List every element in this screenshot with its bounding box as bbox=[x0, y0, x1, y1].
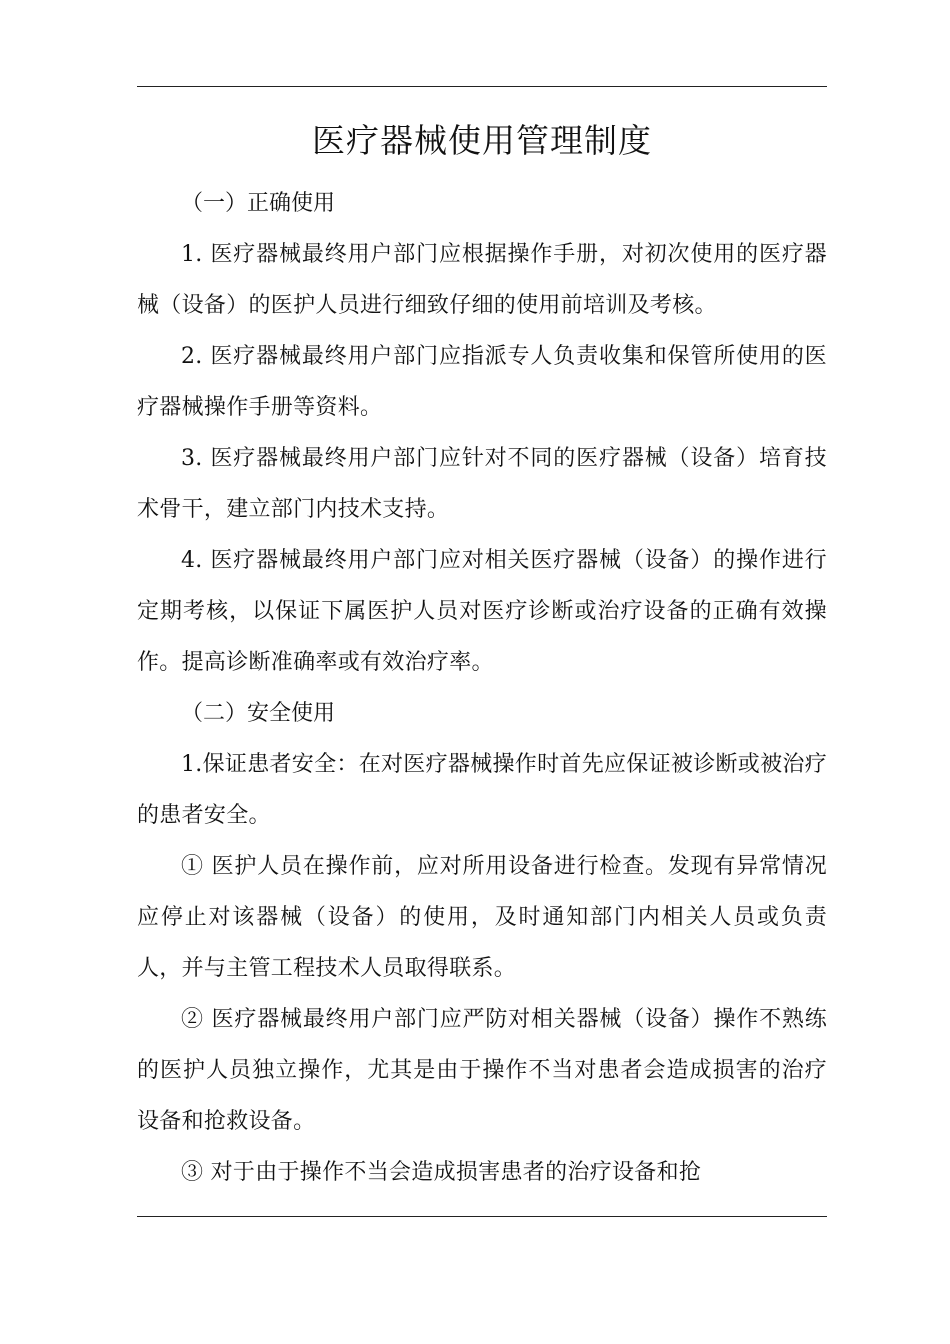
paragraph: 4. 医疗器械最终用户部门应对相关医疗器械（设备）的操作进行定期考核，以保证下属医护人员对医疗诊断或治疗设备的正确有效操作。提高诊断准确率或有效治疗率。 bbox=[137, 548, 827, 675]
paragraph: ② 医疗器械最终用户部门应严防对相关器械（设备）操作不熟练的医护人员独立操作，尤其是由于操作不当对患者会造成损害的治疗设备和抢救设备。 bbox=[137, 1007, 827, 1134]
section-heading-correct-use: （一）正确使用 bbox=[181, 191, 336, 216]
paragraph: 1.保证患者安全：在对医疗器械操作时首先应保证被诊断或被治疗的患者安全。 bbox=[137, 752, 827, 828]
paragraph: ③ 对于由于操作不当会造成损害患者的治疗设备和抢 bbox=[181, 1160, 702, 1185]
document-body bbox=[137, 178, 827, 1198]
header-rule bbox=[137, 86, 827, 87]
paragraph: 2. 医疗器械最终用户部门应指派专人负责收集和保管所使用的医疗器械操作手册等资料。 bbox=[137, 344, 827, 420]
footer-rule bbox=[137, 1216, 827, 1217]
document-title: 医疗器械使用管理制度 bbox=[312, 121, 652, 160]
section-heading-safe-use: （二）安全使用 bbox=[181, 701, 336, 726]
paragraph: 1. 医疗器械最终用户部门应根据操作手册，对初次使用的医疗器械（设备）的医护人员进行细致仔细的使用前培训及考核。 bbox=[137, 242, 827, 318]
paragraph: 3. 医疗器械最终用户部门应针对不同的医疗器械（设备）培育技术骨干，建立部门内技术支持。 bbox=[137, 446, 827, 522]
paragraph: ① 医护人员在操作前，应对所用设备进行检查。发现有异常情况应停止对该器械（设备）的使用，及时通知部门内相关人员或负责人，并与主管工程技术人员取得联系。 bbox=[137, 854, 827, 981]
